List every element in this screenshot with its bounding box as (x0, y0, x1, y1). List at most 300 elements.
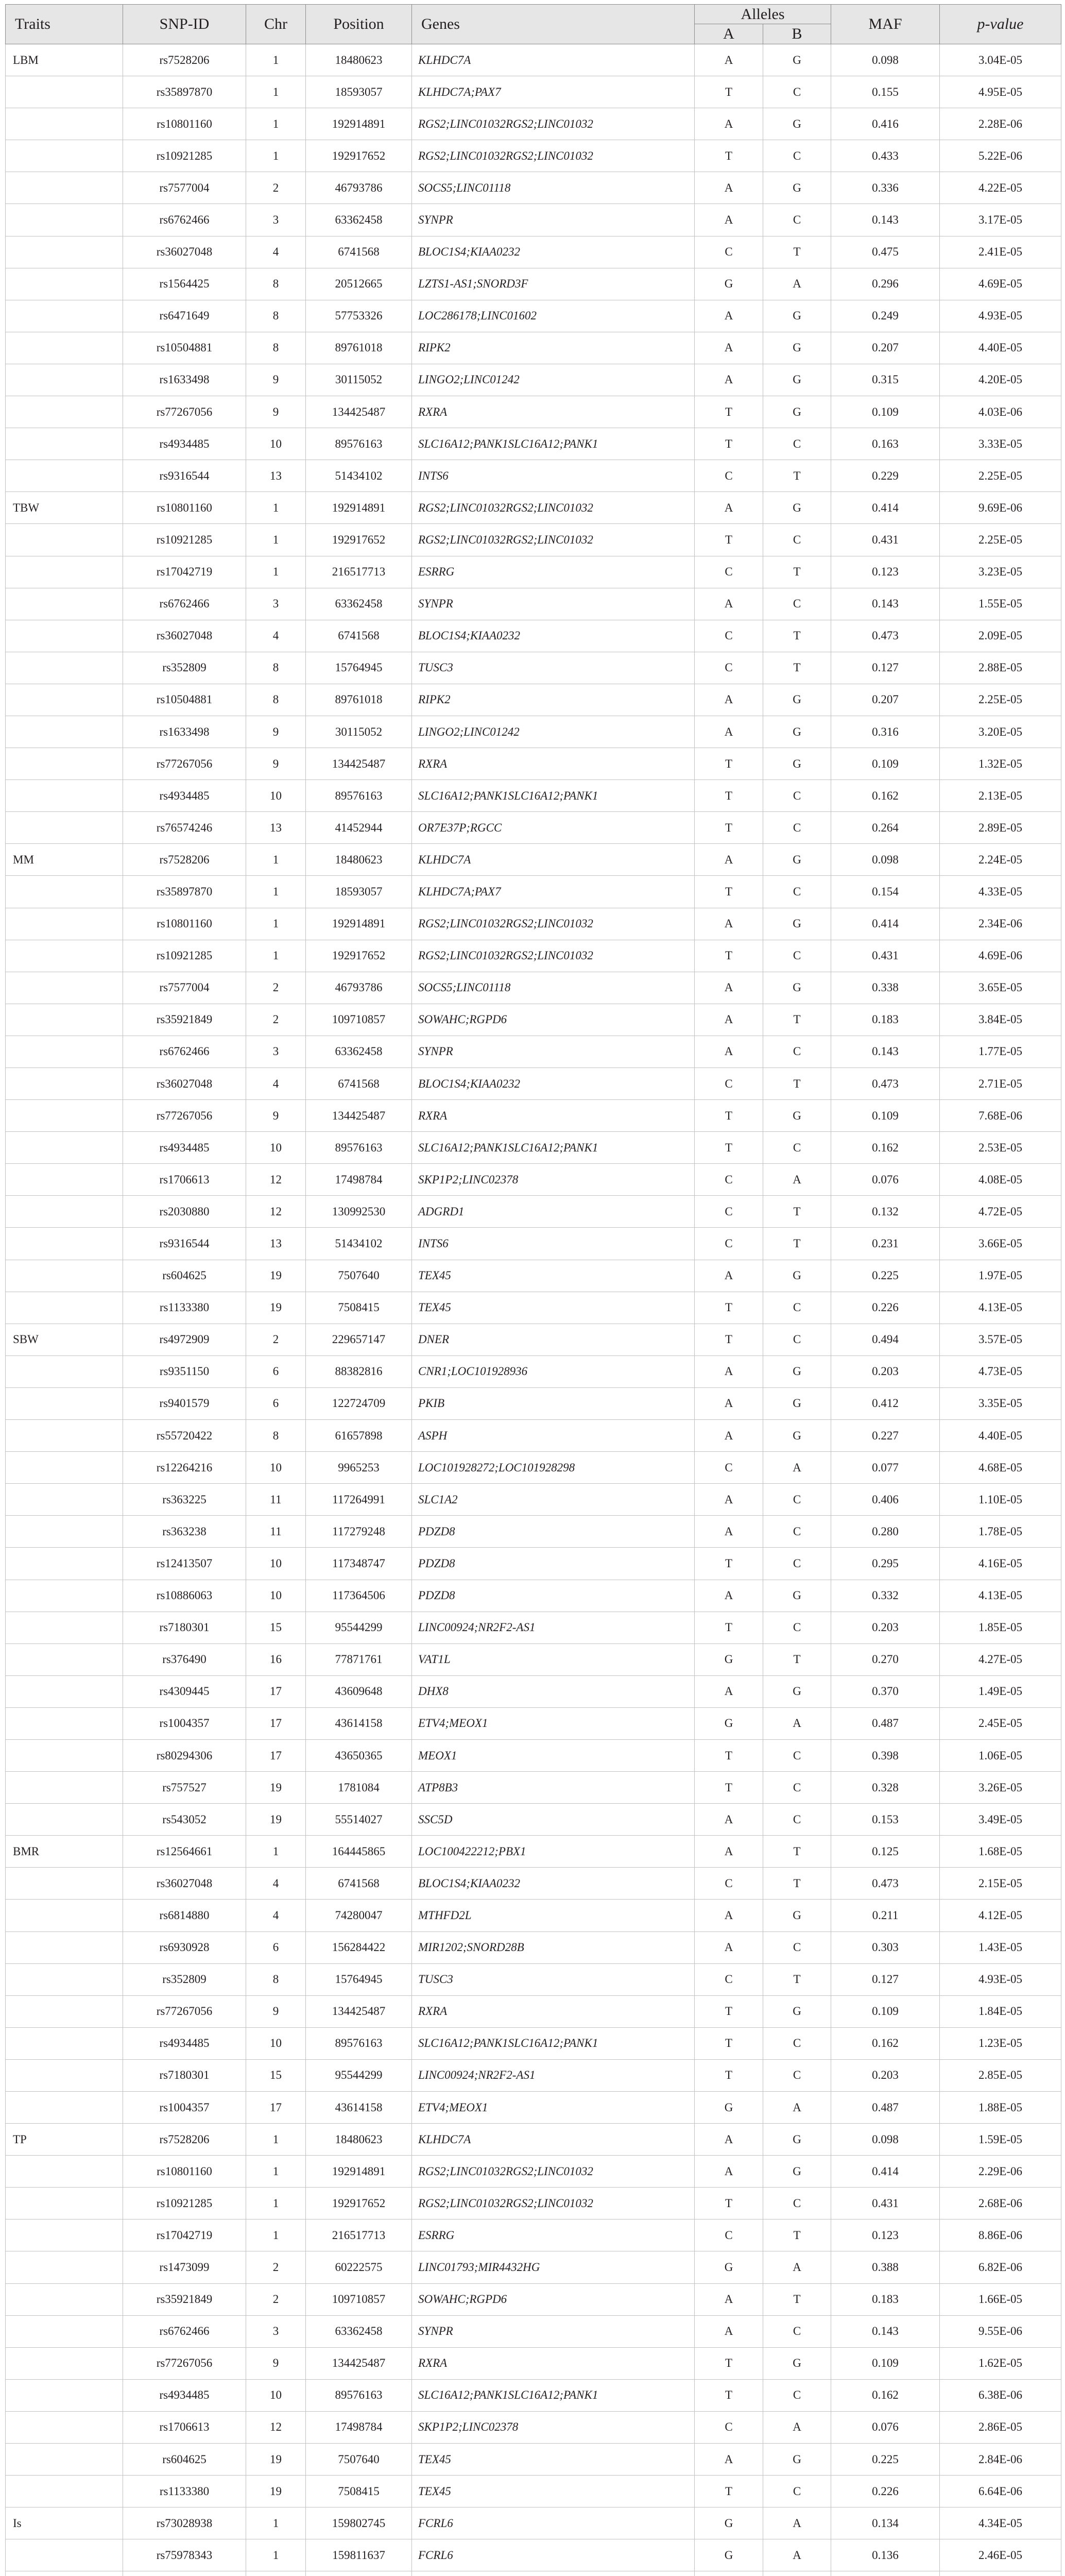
chromosome-cell: 19 (246, 2476, 306, 2507)
snp-id-cell: rs35897870 (123, 76, 246, 108)
genes-cell: MTHFD2L (412, 1900, 695, 1931)
table-row (6, 300, 1061, 332)
genes-cell: PDZD8 (412, 1516, 695, 1548)
p-value-cell: 4.40E-05 (940, 1420, 1061, 1452)
maf-cell: 0.398 (831, 1739, 940, 1771)
snp-id-cell: rs757527 (123, 1772, 246, 1804)
snp-id-cell: rs363225 (123, 1484, 246, 1516)
trait-cell (6, 684, 123, 716)
chromosome-cell: 15 (246, 1612, 306, 1643)
p-value-cell: 2.34E-06 (940, 908, 1061, 940)
snp-id-cell: rs10801160 (123, 2156, 246, 2188)
maf-cell: 0.203 (831, 1355, 940, 1387)
snp-id-cell: rs4934485 (123, 428, 246, 460)
allele-b-cell: T (763, 1963, 831, 1995)
p-value-cell: 2.25E-05 (940, 684, 1061, 716)
chromosome-cell: 8 (246, 1963, 306, 1995)
trait-cell: BMR (6, 1836, 123, 1868)
maf-cell: 0.370 (831, 1675, 940, 1707)
table-row (6, 460, 1061, 492)
trait-cell (6, 1804, 123, 1836)
snp-id-cell: rs6762466 (123, 588, 246, 620)
maf-cell: 0.315 (831, 364, 940, 396)
p-value-cell: 3.04E-05 (940, 44, 1061, 76)
p-value-cell: 2.88E-05 (940, 652, 1061, 684)
maf-cell: 0.270 (831, 1643, 940, 1675)
trait-cell (6, 1707, 123, 1739)
snp-id-cell: rs12264216 (123, 1452, 246, 1484)
snp-id-cell: rs6762466 (123, 1036, 246, 1067)
genes-cell: MIR1202;SNORD28B (412, 1931, 695, 1963)
p-value-cell: 4.20E-05 (940, 364, 1061, 396)
allele-a-cell: A (695, 1260, 763, 1292)
position-cell: 15764945 (306, 652, 412, 684)
snp-id-cell: rs6814880 (123, 1900, 246, 1931)
table-row (6, 2283, 1061, 2315)
table-row (6, 1580, 1061, 1612)
table-row (6, 2379, 1061, 2411)
position-cell: 18480623 (306, 844, 412, 876)
position-cell: 159811637 (306, 2539, 412, 2571)
snp-id-cell: rs10801160 (123, 908, 246, 940)
position-cell: 192917652 (306, 524, 412, 556)
maf-cell: 0.414 (831, 492, 940, 524)
allele-b-cell: G (763, 2124, 831, 2156)
chromosome-cell: 19 (246, 1772, 306, 1804)
allele-a-cell: T (695, 524, 763, 556)
table-row (6, 2571, 1061, 2576)
p-value-cell: 2.89E-05 (940, 812, 1061, 844)
position-cell: 7507640 (306, 2444, 412, 2476)
position-cell: 192917652 (306, 2188, 412, 2219)
allele-a-cell: A (695, 364, 763, 396)
snp-id-cell: rs9316544 (123, 1228, 246, 1260)
trait-cell (6, 524, 123, 556)
position-cell: 46793786 (306, 972, 412, 1004)
table-row (6, 2219, 1061, 2251)
allele-b-cell: C (763, 524, 831, 556)
snp-id-cell: rs36027048 (123, 620, 246, 652)
snp-id-cell: rs36027048 (123, 236, 246, 268)
table-row (6, 1100, 1061, 1132)
position-cell: 60222575 (306, 2251, 412, 2283)
position-cell: 229657147 (306, 1324, 412, 1355)
allele-a-cell: C (695, 1196, 763, 1228)
trait-cell (6, 460, 123, 492)
snp-id-cell: rs4934485 (123, 2027, 246, 2059)
chromosome-cell: 6 (246, 1931, 306, 1963)
p-value-cell: 9.55E-06 (940, 2315, 1061, 2347)
genes-cell: FCRL6 (412, 2507, 695, 2539)
chromosome-cell: 9 (246, 364, 306, 396)
table-row (6, 1804, 1061, 1836)
allele-a-cell: A (695, 204, 763, 236)
p-value-cell: 1.77E-05 (940, 1036, 1061, 1067)
trait-cell (6, 2188, 123, 2219)
maf-cell: 0.109 (831, 396, 940, 428)
trait-cell (6, 204, 123, 236)
genes-cell: TEX45 (412, 1292, 695, 1324)
allele-b-cell: A (763, 1164, 831, 1196)
trait-cell: TP (6, 2124, 123, 2156)
p-value-cell: 4.22E-05 (940, 172, 1061, 204)
allele-b-cell: T (763, 1868, 831, 1900)
allele-a-cell: A (695, 588, 763, 620)
position-cell: 89576163 (306, 780, 412, 812)
snp-id-cell: rs10921285 (123, 940, 246, 972)
table-row (6, 2315, 1061, 2347)
snp-id-cell: rs7180301 (123, 2059, 246, 2091)
genes-cell: SOCS5;LINC01118 (412, 172, 695, 204)
maf-cell: 0.296 (831, 268, 940, 300)
table-row (6, 2507, 1061, 2539)
allele-a-cell: A (695, 908, 763, 940)
table-row (6, 1387, 1061, 1419)
allele-b-cell: G (763, 1580, 831, 1612)
allele-a-cell: C (695, 1963, 763, 1995)
allele-b-cell: A (763, 2539, 831, 2571)
allele-a-cell: A (695, 2124, 763, 2156)
position-cell: 55514027 (306, 1804, 412, 1836)
position-cell: 89576163 (306, 428, 412, 460)
allele-b-cell: T (763, 1196, 831, 1228)
trait-cell (6, 2411, 123, 2443)
maf-cell: 0.136 (831, 2539, 940, 2571)
allele-b-cell: A (763, 1707, 831, 1739)
p-value-cell: 3.20E-05 (940, 716, 1061, 748)
genes-cell: TEX45 (412, 1260, 695, 1292)
snp-id-cell: rs7577004 (123, 172, 246, 204)
trait-cell (6, 2476, 123, 2507)
genes-cell: RGS2;LINC01032RGS2;LINC01032 (412, 140, 695, 172)
table-row (6, 2539, 1061, 2571)
trait-cell (6, 2347, 123, 2379)
table-row (6, 1643, 1061, 1675)
position-cell: 63362458 (306, 1036, 412, 1067)
table-row (6, 1260, 1061, 1292)
genes-cell: SOWAHC;RGPD6 (412, 2283, 695, 2315)
genes-cell: SSC5D (412, 1804, 695, 1836)
allele-b-cell: T (763, 652, 831, 684)
trait-cell: MM (6, 844, 123, 876)
chromosome-cell: 2 (246, 172, 306, 204)
allele-b-cell: G (763, 1420, 831, 1452)
allele-b-cell: G (763, 1355, 831, 1387)
genes-cell: CNR1;LOC101928936 (412, 1355, 695, 1387)
allele-a-cell: T (695, 780, 763, 812)
genes-cell: RGS2;LINC01032RGS2;LINC01032 (412, 492, 695, 524)
genes-cell: SYNPR (412, 2315, 695, 2347)
snp-id-cell: rs9351150 (123, 1355, 246, 1387)
allele-b-cell: C (763, 2188, 831, 2219)
allele-a-cell: A (695, 1675, 763, 1707)
p-value-cell: 1.32E-05 (940, 748, 1061, 780)
gwas-results-table-container (5, 4, 1061, 2576)
position-cell: 46793786 (306, 172, 412, 204)
maf-cell: 0.303 (831, 1931, 940, 1963)
chromosome-cell: 13 (246, 1228, 306, 1260)
maf-cell: 0.249 (831, 300, 940, 332)
trait-cell (6, 300, 123, 332)
maf-cell: 0.123 (831, 2219, 940, 2251)
trait-cell (6, 1675, 123, 1707)
allele-b-cell: T (763, 1228, 831, 1260)
maf-cell: 0.098 (831, 44, 940, 76)
chromosome-cell: 9 (246, 716, 306, 748)
maf-cell: 0.229 (831, 460, 940, 492)
p-value-cell: 4.13E-05 (940, 1292, 1061, 1324)
p-value-cell: 4.69E-05 (940, 268, 1061, 300)
position-cell: 7507640 (306, 1260, 412, 1292)
trait-cell (6, 1260, 123, 1292)
allele-b-cell: C (763, 1132, 831, 1164)
chromosome-cell: 11 (246, 1484, 306, 1516)
chromosome-cell: 2 (246, 972, 306, 1004)
table-row (6, 1324, 1061, 1355)
maf-cell: 0.109 (831, 1995, 940, 2027)
allele-b-cell: C (763, 1036, 831, 1067)
allele-b-cell: G (763, 396, 831, 428)
chromosome-cell: 3 (246, 204, 306, 236)
allele-b-cell: A (763, 2092, 831, 2124)
allele-b-cell: G (763, 2156, 831, 2188)
snp-id-cell: rs35921849 (123, 2283, 246, 2315)
genes-cell: DHX8 (412, 1675, 695, 1707)
genes-cell: BLOC1S4;KIAA0232 (412, 236, 695, 268)
genes-cell: FCRL6 (412, 2539, 695, 2571)
p-value-cell: 1.78E-05 (940, 1516, 1061, 1548)
genes-cell: LINGO2;LINC01242 (412, 364, 695, 396)
snp-id-cell: rs9401579 (123, 1387, 246, 1419)
chromosome-cell: 6 (246, 1355, 306, 1387)
trait-cell (6, 908, 123, 940)
trait-cell (6, 2156, 123, 2188)
p-value-cell: 2.85E-05 (940, 2059, 1061, 2091)
allele-b-cell: T (763, 1004, 831, 1036)
p-value-cell: 4.93E-05 (940, 1963, 1061, 1995)
genes-cell: INTS6 (412, 1228, 695, 1260)
allele-a-cell: A (695, 172, 763, 204)
maf-cell: 0.183 (831, 1004, 940, 1036)
allele-a-cell: T (695, 140, 763, 172)
snp-id-cell: rs7577004 (123, 972, 246, 1004)
allele-b-cell: G (763, 972, 831, 1004)
snp-id-cell: rs10801160 (123, 492, 246, 524)
chromosome-cell: 4 (246, 236, 306, 268)
position-cell: 77871761 (306, 1643, 412, 1675)
snp-id-cell: rs77267056 (123, 1995, 246, 2027)
trait-cell (6, 1516, 123, 1548)
p-value-cell: 1.66E-05 (940, 2283, 1061, 2315)
trait-cell (6, 2379, 123, 2411)
table-row (6, 1420, 1061, 1452)
snp-id-cell: rs17042719 (123, 2219, 246, 2251)
position-cell: 156284422 (306, 1931, 412, 1963)
trait-cell (6, 1420, 123, 1452)
table-row (6, 620, 1061, 652)
position-cell: 43609648 (306, 1675, 412, 1707)
allele-a-cell: G (695, 268, 763, 300)
allele-a-cell: G (695, 2539, 763, 2571)
allele-b-cell: C (763, 2476, 831, 2507)
allele-a-cell: C (695, 2411, 763, 2443)
genes-cell: RXRA (412, 1995, 695, 2027)
position-cell: 164445865 (306, 1836, 412, 1868)
trait-cell (6, 1900, 123, 1931)
table-row (6, 1484, 1061, 1516)
position-cell: 134425487 (306, 2347, 412, 2379)
allele-a-cell: A (695, 108, 763, 140)
genes-cell: SLC16A12;PANK1SLC16A12;PANK1 (412, 780, 695, 812)
p-value-cell: 5.22E-06 (940, 140, 1061, 172)
table-row (6, 1068, 1061, 1100)
chromosome-cell: 8 (246, 300, 306, 332)
genes-cell: RGS2;LINC01032RGS2;LINC01032 (412, 2188, 695, 2219)
maf-cell: 0.155 (831, 76, 940, 108)
p-value-cell: 2.68E-06 (940, 2188, 1061, 2219)
chromosome-cell: 10 (246, 1580, 306, 1612)
header-traits: Traits (6, 5, 123, 44)
trait-cell (6, 1580, 123, 1612)
trait-cell (6, 1995, 123, 2027)
maf-cell: 0.109 (831, 748, 940, 780)
table-row (6, 2476, 1061, 2507)
table-row (6, 876, 1061, 908)
position-cell: 89576163 (306, 1132, 412, 1164)
trait-cell (6, 396, 123, 428)
position-cell: 43614158 (306, 2092, 412, 2124)
position-cell: 18480623 (306, 44, 412, 76)
chromosome-cell: 8 (246, 1420, 306, 1452)
genes-cell: TUSC3 (412, 1963, 695, 1995)
maf-cell: 0.163 (831, 428, 940, 460)
snp-id-cell: rs4934485 (123, 1132, 246, 1164)
position-cell: 192914891 (306, 2156, 412, 2188)
chromosome-cell: 12 (246, 2411, 306, 2443)
trait-cell (6, 140, 123, 172)
chromosome-cell: 10 (246, 1548, 306, 1580)
maf-cell: 0.295 (831, 1548, 940, 1580)
allele-a-cell: A (695, 1420, 763, 1452)
snp-id-cell: rs6930928 (123, 1931, 246, 1963)
position-cell: 17498784 (306, 1164, 412, 1196)
p-value-cell: 1.68E-05 (940, 1836, 1061, 1868)
trait-cell (6, 2571, 123, 2576)
allele-b-cell: A (763, 2251, 831, 2283)
snp-id-cell: rs1633498 (123, 716, 246, 748)
allele-b-cell: A (763, 1452, 831, 1484)
p-value-cell: 2.86E-05 (940, 2411, 1061, 2443)
position-cell: 63362458 (306, 588, 412, 620)
snp-id-cell: rs77267056 (123, 748, 246, 780)
p-value-cell: 1.06E-05 (940, 1739, 1061, 1771)
genes-cell: MEOX1 (412, 1739, 695, 1771)
table-row (6, 1739, 1061, 1771)
genes-cell: RGS2;LINC01032RGS2;LINC01032 (412, 908, 695, 940)
allele-a-cell: G (695, 2251, 763, 2283)
trait-cell (6, 940, 123, 972)
p-value-cell: 1.23E-05 (940, 2027, 1061, 2059)
maf-cell: 0.143 (831, 588, 940, 620)
p-value-cell: 3.65E-05 (940, 972, 1061, 1004)
maf-cell: 0.203 (831, 1612, 940, 1643)
position-cell: 117264991 (306, 1484, 412, 1516)
allele-a-cell: T (695, 428, 763, 460)
maf-cell: 0.473 (831, 620, 940, 652)
table-row (6, 332, 1061, 364)
allele-a-cell: T (695, 1739, 763, 1771)
trait-cell (6, 2251, 123, 2283)
trait-cell (6, 2315, 123, 2347)
table-row (6, 780, 1061, 812)
genes-cell (412, 2571, 695, 2576)
trait-cell (6, 1004, 123, 1036)
genes-cell: SOCS5;LINC01118 (412, 972, 695, 1004)
p-value-cell: 4.40E-05 (940, 332, 1061, 364)
maf-cell: 0.098 (831, 844, 940, 876)
allele-a-cell: C (695, 1228, 763, 1260)
p-value-cell: 2.46E-05 (940, 2539, 1061, 2571)
allele-a-cell: A (695, 300, 763, 332)
snp-id-cell: rs1133380 (123, 1292, 246, 1324)
allele-a-cell: T (695, 1548, 763, 1580)
header-allele-b: B (763, 24, 831, 44)
position-cell: 61657898 (306, 1420, 412, 1452)
allele-b-cell: G (763, 1900, 831, 1931)
table-row (6, 1963, 1061, 1995)
position-cell: 192914891 (306, 108, 412, 140)
position-cell: 6741568 (306, 620, 412, 652)
maf-cell: 0.431 (831, 524, 940, 556)
trait-cell (6, 1036, 123, 1067)
snp-id-cell: rs80294306 (123, 1739, 246, 1771)
table-row (6, 1355, 1061, 1387)
p-value-cell: 4.68E-05 (940, 1452, 1061, 1484)
maf-cell: 0.127 (831, 1963, 940, 1995)
allele-b-cell: C (763, 2027, 831, 2059)
p-value-cell: 2.45E-05 (940, 1707, 1061, 1739)
position-cell: 192914891 (306, 908, 412, 940)
p-value-cell: 3.35E-05 (940, 1387, 1061, 1419)
p-value-cell: 2.13E-05 (940, 780, 1061, 812)
table-row (6, 1452, 1061, 1484)
allele-b-cell: C (763, 1324, 831, 1355)
trait-cell (6, 716, 123, 748)
maf-cell: 0.076 (831, 1164, 940, 1196)
position-cell: 89761018 (306, 332, 412, 364)
maf-cell: 0.226 (831, 2476, 940, 2507)
maf-cell: 0.227 (831, 1420, 940, 1452)
allele-a-cell: G (695, 1707, 763, 1739)
snp-id-cell: rs17042719 (123, 556, 246, 588)
allele-a-cell: T (695, 2188, 763, 2219)
chromosome-cell: 1 (246, 140, 306, 172)
table-row (6, 140, 1061, 172)
genes-cell: RXRA (412, 2347, 695, 2379)
p-value-cell: 1.84E-05 (940, 1995, 1061, 2027)
allele-a-cell: T (695, 1100, 763, 1132)
trait-cell (6, 2283, 123, 2315)
snp-id-cell: rs73028938 (123, 2507, 246, 2539)
snp-id-cell: rs1133380 (123, 2476, 246, 2507)
trait-cell (6, 748, 123, 780)
gwas-results-table (5, 4, 1061, 2576)
genes-cell: ASPH (412, 1420, 695, 1452)
table-row (6, 1004, 1061, 1036)
allele-a-cell: T (695, 2059, 763, 2091)
snp-id-cell: rs4934485 (123, 2379, 246, 2411)
table-row (6, 1931, 1061, 1963)
